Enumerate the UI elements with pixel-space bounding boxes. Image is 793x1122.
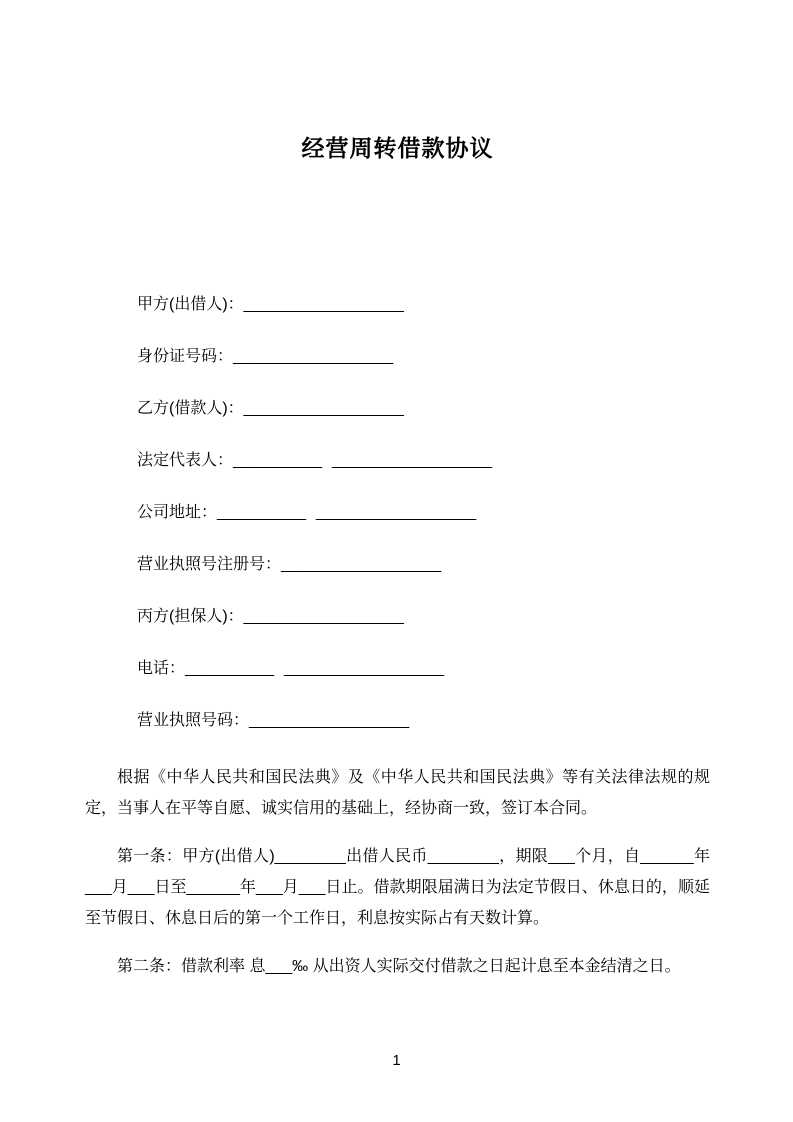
paragraph-preamble: 根据《中华人民共和国民法典》及《中华人民共和国民法典》等有关法律法规的规定，当事人在平等自愿、诚实信用的基础上，经协商一致，签订本合同。 <box>85 769 710 817</box>
field-business-license-number <box>137 710 710 731</box>
field-lender-label: 甲方(出借人)： <box>137 296 244 313</box>
paragraph-article-1: 第一条：甲方(出借人)________出借人民币________，期限___个月，自______年___月___日至______年___月___日止。借款期限届满日为法定节假日、休息日的，顺延至节假日、休息日后的第一个工作日，利息按实际占有天数计算。 <box>85 848 710 927</box>
field-id-number-blank: __________________ <box>233 348 394 365</box>
field-guarantor <box>137 606 710 627</box>
page-number: 1 <box>392 1052 401 1069</box>
field-phone <box>137 658 710 679</box>
field-company-address-blank-1: __________ <box>217 504 306 521</box>
field-business-license-reg-number-blank: __________________ <box>281 556 442 573</box>
field-business-license-reg-number-label: 营业执照号注册号： <box>137 556 282 573</box>
field-guarantor-blank: __________________ <box>243 608 404 625</box>
field-phone-label: 电话： <box>137 660 186 677</box>
field-lender-blank: __________________ <box>243 296 404 313</box>
field-guarantor-label: 丙方(担保人)： <box>137 608 244 625</box>
field-company-address <box>137 502 710 523</box>
field-id-number-label: 身份证号码： <box>137 348 234 365</box>
field-legal-representative <box>137 450 710 471</box>
field-business-license-number-blank: __________________ <box>249 712 410 729</box>
field-phone-blank-2: __________________ <box>284 660 445 677</box>
paragraph-article-2: 第二条：借款利率 息___‰ 从出资人实际交付借款之日起计息至本金结清之日。 <box>117 958 681 975</box>
field-id-number <box>137 346 710 367</box>
field-legal-representative-blank-2: __________________ <box>332 452 493 469</box>
field-company-address-blank-2: __________________ <box>316 504 477 521</box>
field-borrower-label: 乙方(借款人)： <box>137 400 244 417</box>
field-borrower <box>137 398 710 419</box>
field-borrower-blank: __________________ <box>243 400 404 417</box>
field-business-license-reg-number <box>137 554 710 575</box>
field-lender <box>137 294 710 315</box>
document-title: 经营周转借款协议 <box>301 135 494 161</box>
field-company-address-label: 公司地址： <box>137 504 218 521</box>
field-legal-representative-label: 法定代表人： <box>137 452 234 469</box>
party-info-section <box>85 294 710 731</box>
field-legal-representative-blank-1: __________ <box>233 452 322 469</box>
field-phone-blank-1: __________ <box>185 660 274 677</box>
field-business-license-number-label: 营业执照号码： <box>137 712 250 729</box>
contract-body <box>85 762 710 982</box>
